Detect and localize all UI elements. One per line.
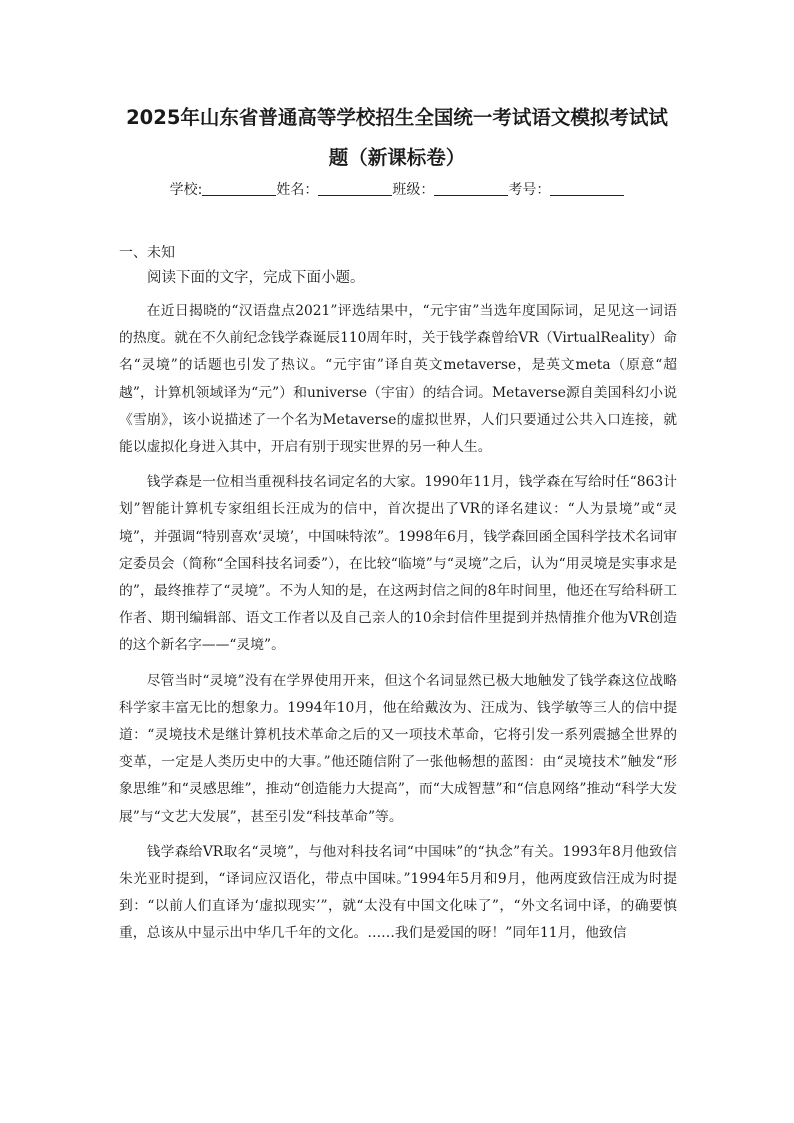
class-blank[interactable] bbox=[434, 181, 508, 196]
school-label: 学校: bbox=[169, 182, 203, 198]
exam-title-line-2: 题（新课标卷） bbox=[328, 146, 466, 169]
exam-number-label: 考号： bbox=[508, 182, 551, 198]
student-info-row bbox=[120, 180, 674, 200]
passage-paragraph: 尽管当时“灵境”没有在学界使用开来，但这个名词显然已极大地触发了钱学森这位战略科学家丰富无比的想象力。1994年10月，他在给戴汝为、汪成为、钱学敏等三人的信中提道：“灵境技术是继计算机技术革命之后的又一项技术革命，它将引发一系列震撼全世界的变革，一定是人类历史中的大事。”他还随信附了一张他畅想的蓝图：由“灵境技术”触发“形象思维”和“灵感思维”，推动“创造能力大提高”，而“大成智慧”和“信息网络”推动“科学大发展”与“文艺大发展”，甚至引发“科技革命”等。 bbox=[119, 672, 677, 825]
name-blank[interactable] bbox=[318, 181, 392, 196]
section-heading: 一、未知 bbox=[119, 245, 175, 261]
class-label: 班级： bbox=[392, 182, 435, 198]
exam-number-blank[interactable] bbox=[550, 181, 624, 196]
passage-paragraph: 钱学森给VR取名“灵境”，与他对科技名词“中国味”的“执念”有关。1993年8月他致信朱光亚时提到，“译词应汉语化，带点中国味。”1994年5月和9月，他两度致信汪成为时提到：“以前人们直译为‘虚拟现实’”，就“太没有中国文化味了”，“外文名词中译，的确要慎重，总该从中显示出中华几千年的文化。……我们是爱国的呀！”同年11月，他致信 bbox=[119, 843, 677, 942]
passage-paragraph: 钱学森是一位相当重视科技名词定名的大家。1990年11月，钱学森在写给时任“863计划”智能计算机专家组组长汪成为的信中，首次提出了VR的译名建议：“人为景境”或“灵境”，并强调“特别喜欢‘灵境’，中国味特浓”。1998年6月，钱学森回函全国科学技术名词审定委员会（简称“全国科技名词委”），在比较“临境”与“灵境”之后，认为“用灵境是实事求是的”，最终推荐了“灵境”。不为人知的是，在这两封信之间的8年时间里，他还在写给科研工作者、期刊编辑部、语文工作者以及自己亲人的10余封信件里提到并热情推介他为VR创造的这个新名字——“灵境”。 bbox=[119, 474, 677, 654]
exam-title-line-1: 2025年山东省普通高等学校招生全国统一考试语文模拟考试试 bbox=[126, 106, 668, 129]
reading-passage bbox=[119, 298, 677, 948]
passage-paragraph: 在近日揭晓的“汉语盘点2021”评选结果中，“元宇宙”当选年度国际词，足见这一词语的热度。就在不久前纪念钱学森诞辰110周年时，关于钱学森曾给VR（VirtualReality）命名“灵境”的话题也引发了热议。“元宇宙”译自英文metaverse，是英文meta（原意“超越”，计算机领域译为“元”）和universe（宇宙）的结合词。Metaverse源自美国科幻小说《雪崩》，该小说描述了一个名为Metaverse的虚拟世界，人们只要通过公共入口连接，就能以虚拟化身进入其中，开启有别于现实世界的另一种人生。 bbox=[119, 303, 677, 456]
name-label: 姓名： bbox=[276, 182, 319, 198]
school-blank[interactable] bbox=[202, 181, 276, 196]
reading-instruction: 阅读下面的文字，完成下面小题。 bbox=[147, 270, 365, 286]
